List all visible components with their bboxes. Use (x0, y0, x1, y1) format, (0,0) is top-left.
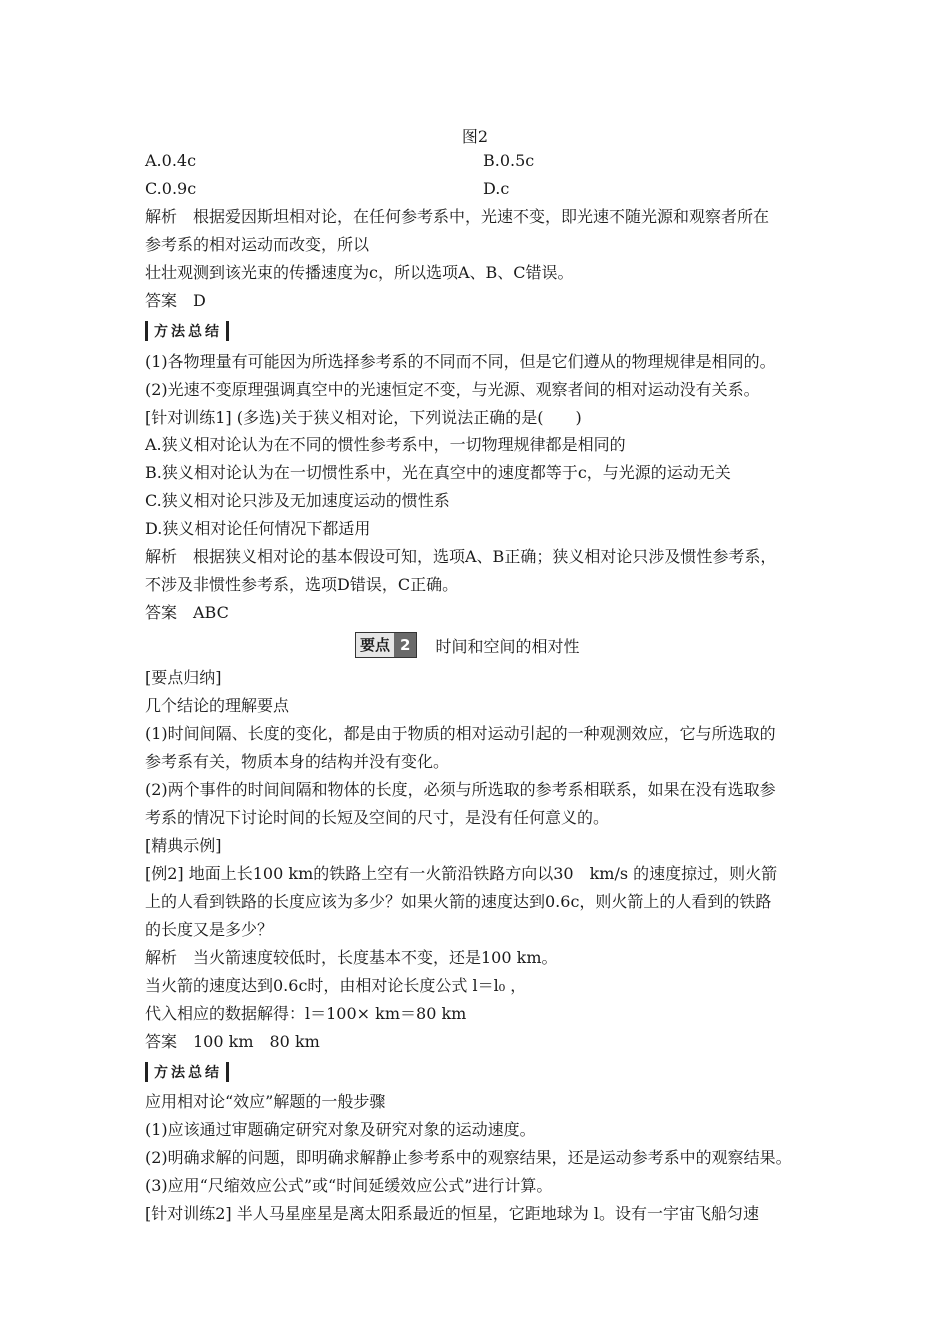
keypoint-title: 时间和空间的相对性 (435, 636, 580, 656)
exercise-stem: [针对训练2] 半人马星座星是离太阳系最近的恒星，它距地球为 l。设有一宇宙飞船匀速 (145, 1204, 759, 1223)
summary-heading: [要点归纳] (145, 668, 222, 687)
method-step: (3)应用“尺缩效应公式”或“时间延缓效应公式”进行计算。 (145, 1176, 553, 1195)
summary-point: (2)两个事件的时间间隔和物体的长度，必须与所选取的参考系相联系，如果在没有选取参 (145, 780, 776, 799)
answer: 答案 100 km 80 km (145, 1032, 320, 1051)
keypoint-number: 2 (394, 633, 416, 657)
method-intro: 应用相对论“效应”解题的一般步骤 (145, 1092, 386, 1111)
exercise-option-d: D.狭义相对论任何情况下都适用 (145, 519, 371, 538)
option-b: B.0.5c (483, 151, 535, 170)
analysis-line: 壮壮观测到该光束的传播速度为c，所以选项A、B、C错误。 (145, 263, 574, 282)
example-text: 的长度又是多少？ (145, 920, 274, 939)
exercise-option-a: A.狭义相对论认为在不同的惯性参考系中，一切物理规律都是相同的 (145, 435, 626, 454)
example-heading: [精典示例] (145, 836, 222, 855)
option-d: D.c (483, 179, 510, 198)
analysis-line: 当火箭的速度达到0.6c时，由相对论长度公式 l＝l₀ ， (145, 976, 527, 995)
analysis-line: 解析 根据狭义相对论的基本假设可知，选项A、B正确；狭义相对论只涉及惯性参考系， (145, 547, 777, 566)
analysis-line: 代入相应的数据解得：l＝100× km＝80 km (145, 1004, 467, 1023)
example-text: 上的人看到铁路的长度应该为多少？如果火箭的速度达到0.6c，则火箭上的人看到的铁路 (145, 892, 772, 911)
heading-bar-right (226, 1062, 229, 1082)
keypoint-heading (355, 632, 579, 658)
exercise-option-c: C.狭义相对论只涉及无加速度运动的惯性系 (145, 491, 450, 510)
answer: 答案 ABC (145, 603, 229, 622)
method-step: (1)应该通过审题确定研究对象及研究对象的运动速度。 (145, 1120, 536, 1139)
method-point: (2)光速不变原理强调真空中的光速恒定不变，与光源、观察者间的相对运动没有关系。 (145, 380, 760, 399)
summary-point: 参考系有关，物质本身的结构并没有变化。 (145, 752, 450, 771)
figure-caption: 图2 (461, 127, 489, 146)
heading-bar-right (226, 321, 229, 341)
example-text: [例2] 地面上长100 km的铁路上空有一火箭沿铁路方向以30 km/s 的速度掠过，则火箭 (145, 864, 778, 883)
exercise-stem: [针对训练1] (多选)关于狭义相对论，下列说法正确的是( ) (145, 408, 582, 427)
method-step: (2)明确求解的问题，即明确求解静止参考系中的观察结果，还是运动参考系中的观察结果。 (145, 1148, 792, 1167)
answer: 答案 D (145, 291, 206, 310)
option-c: C.0.9c (145, 179, 197, 198)
summary-subheading: 几个结论的理解要点 (145, 696, 290, 715)
method-summary-heading (145, 320, 229, 342)
method-point: (1)各物理量有可能因为所选择参考系的不同而不同，但是它们遵从的物理规律是相同的。 (145, 352, 776, 371)
analysis-line: 解析 根据爱因斯坦相对论，在任何参考系中，光速不变，即光速不随光源和观察者所在 (145, 207, 770, 226)
summary-point: 考系的情况下讨论时间的长短及空间的尺寸，是没有任何意义的。 (145, 808, 610, 827)
method-summary-label: 方法总结 (154, 324, 222, 340)
method-summary-label: 方法总结 (154, 1065, 222, 1081)
keypoint-label: 要点 (356, 633, 394, 657)
analysis-line: 不涉及非惯性参考系，选项D错误，C正确。 (145, 575, 459, 594)
option-a: A.0.4c (145, 151, 197, 170)
summary-point: (1)时间间隔、长度的变化，都是由于物质的相对运动引起的一种观测效应，它与所选取的 (145, 724, 776, 743)
keypoint-badge (355, 632, 417, 658)
analysis-line: 解析 当火箭速度较低时，长度基本不变，还是100 km。 (145, 948, 558, 967)
analysis-line: 参考系的相对运动而改变，所以 (145, 235, 370, 254)
exercise-option-b: B.狭义相对论认为在一切惯性系中，光在真空中的速度都等于c，与光源的运动无关 (145, 463, 731, 482)
method-summary-heading (145, 1061, 229, 1083)
